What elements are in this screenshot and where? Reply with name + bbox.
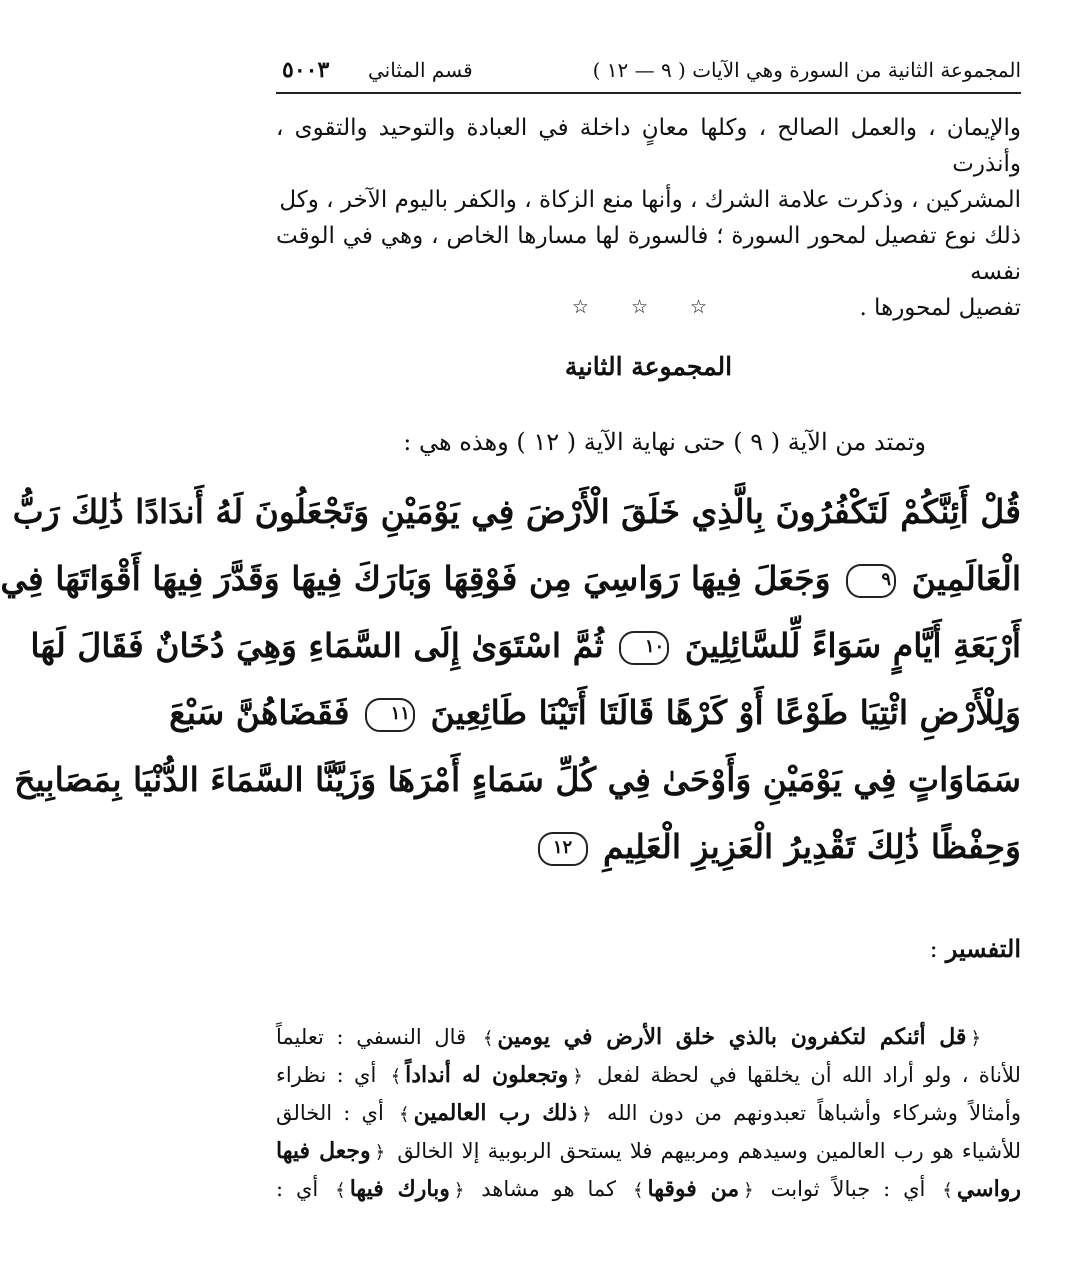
body-paragraph [276, 110, 1021, 326]
tafsir-line: ﴿قل أئنكم لتكفرون بالذي خلق الأرض في يومين﴾ قال النسفي : تعليماً [276, 1024, 981, 1050]
verse-line: سَمَاوَاتٍ فِي يَوْمَيْنِ وَأَوْحَىٰ فِي كُلِّ سَمَاءٍ أَمْرَهَا وَزَيَّنَّا السَّمَاءَ الدُّنْيَا بِمَصَابِيحَ [14, 760, 1021, 799]
verse-line: الْعَالَمِينَ ٩ وَجَعَلَ فِيهَا رَوَاسِيَ مِن فَوْقِهَا وَبَارَكَ فِيهَا وَقَدَّرَ فِيهَا أَقْوَاتَهَا فِي [0, 559, 1021, 598]
tafsir-line: للأشياء هو رب العالمين وسيدهم ومربيهم فلا يستحق الربوبية إلا الخالق ﴿وجعل فيها [276, 1138, 1021, 1164]
page-number: ٥٠٠٣ [282, 57, 330, 83]
tafsir-paragraph [276, 1018, 1021, 1208]
verse-number-marker: ٩ [846, 564, 896, 598]
tafsir-line: للأناة ، ولو أراد الله أن يخلقها في لحظة لفعل ﴿وتجعلون له أنداداً﴾ أي : نظراء [276, 1062, 1021, 1088]
header-rule [276, 92, 1021, 94]
verse-line: قُلْ أَئِنَّكُمْ لَتَكْفُرُونَ بِالَّذِي خَلَقَ الْأَرْضَ فِي يَوْمَيْنِ وَتَجْعَلُونَ لَهُ أَندَادًا ذَٰلِكَ رَبُّ [12, 492, 1021, 531]
tafsir-line: رواسي﴾ أي : جبالاً ثوابت ﴿من فوقها﴾ كما هو مشاهد ﴿وبارك فيها﴾ أي : [276, 1176, 1021, 1202]
verse-number-marker: ١٠ [619, 631, 669, 665]
paragraph-line: والإيمان ، والعمل الصالح ، وكلها معانٍ داخلة في العبادة والتوحيد والتقوى ، وأنذرت [276, 115, 1021, 177]
paragraph-line: ذلك نوع تفصيل لمحور السورة ؛ فالسورة لها مسارها الخاص ، وهي في الوقت نفسه [276, 223, 1021, 285]
section-heading: المجموعة الثانية [564, 352, 733, 381]
verse-line: وَلِلْأَرْضِ ائْتِيَا طَوْعًا أَوْ كَرْهًا قَالَتَا أَتَيْنَا طَائِعِينَ ١١ فَقَضَاهُنَّ سَبْعَ [169, 693, 1021, 732]
verse-number-marker: ١٢ [538, 832, 588, 866]
star-separator: ☆ ☆ ☆ [571, 296, 726, 318]
verse-line: أَرْبَعَةِ أَيَّامٍ سَوَاءً لِّلسَّائِلِينَ ١٠ ثُمَّ اسْتَوَىٰ إِلَى السَّمَاءِ وَهِيَ دُخَانٌ فَقَالَ لَهَا [30, 626, 1021, 665]
verse-line: وَحِفْظًا ذَٰلِكَ تَقْدِيرُ الْعَزِيزِ الْعَلِيمِ ١٢ [276, 813, 1021, 880]
quran-verses [0, 478, 1021, 880]
paragraph-line: المشركين ، وذكرت علامة الشرك ، وأنها منع الزكاة ، والكفر باليوم الآخر ، وكل [279, 187, 1021, 213]
tafsir-heading: التفسير: [929, 934, 1021, 963]
section-title: قسم المثاني [368, 58, 473, 82]
running-title: المجموعة الثانية من السورة وهي الآيات ( ٩ — ١٢ ) [592, 58, 1021, 82]
intro-line: وتمتد من الآية ( ٩ ) حتى نهاية الآية ( ١٢ ) وهذه هي : [403, 428, 926, 456]
page-header [276, 52, 1021, 92]
verse-number-marker: ١١ [365, 698, 415, 732]
paragraph-line: تفصيل لمحورها . [859, 295, 1021, 321]
tafsir-line: وأمثالاً وشركاء وأشباهاً تعبدونهم من دون الله ﴿ذلك رب العالمين﴾ أي : الخالق [276, 1100, 1022, 1126]
